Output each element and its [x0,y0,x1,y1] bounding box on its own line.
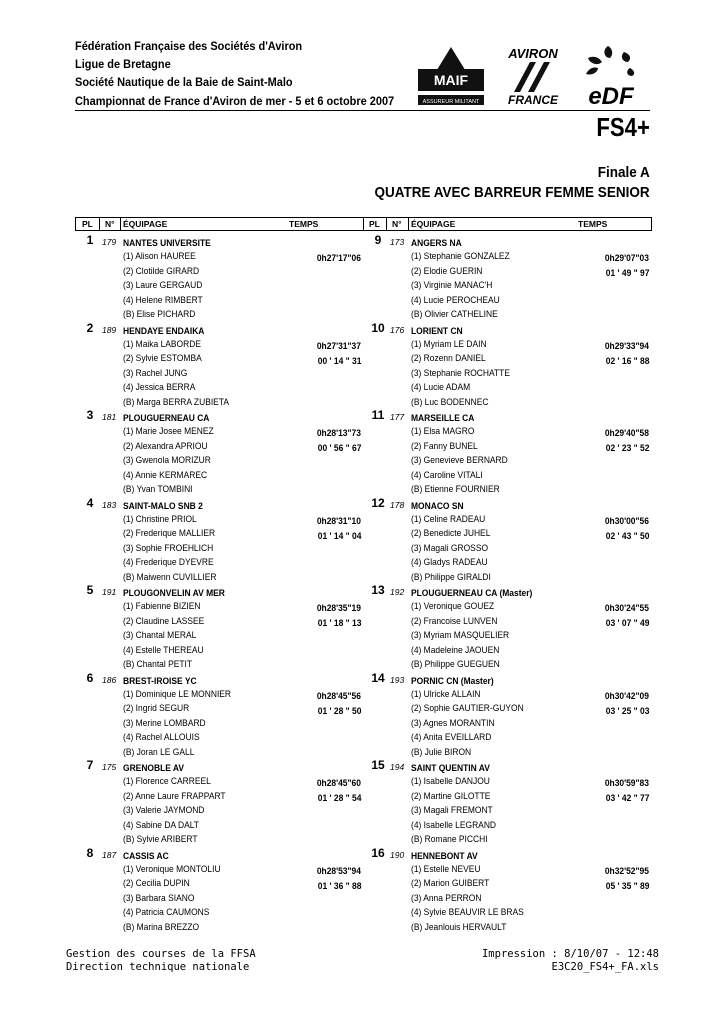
rower-name: (4) Rachel ALLOUIS [123,732,200,743]
bib-number: 177 [390,412,405,422]
club-name: BREST-IROISE YC [123,675,197,686]
rower-name: (B) Etienne FOURNIER [411,484,500,495]
rower-name: (1) Dominique LE MONNIER [123,688,232,699]
placing: 14 [371,670,385,685]
header-separator [386,218,387,230]
header-team: ÉQUIPAGE [411,219,456,229]
rower-name: (4) Frederique DYEVRE [123,557,214,568]
header-pl: PL [82,219,93,229]
rower-name: (B) Marga BERRA ZUBIETA [123,396,230,407]
footer-right [482,948,659,974]
time-gap: 02 ' 23 " 52 [605,443,649,453]
time-gap: 02 ' 43 " 50 [605,530,649,541]
rower-name: (4) Sylvie BEAUVIR LE BRAS [411,907,524,918]
rower-name: (3) Chantal MERAL [123,630,197,641]
rower-name: (2) Marion GUIBERT [411,878,490,889]
finish-time: 0h30'24"55 [604,603,649,613]
bib-number: 176 [390,324,405,335]
club-name: ANGERS NA [411,238,462,248]
rower-name: (1) Isabelle DANJOU [411,776,490,786]
rower-name: (2) Sylvie ESTOMBA [123,353,202,364]
time-gap: 03 ' 42 " 77 [605,793,649,803]
rower-name: (3) Agnes MORANTIN [411,717,495,728]
print-date: Impression : 8/10/07 - 12:48 [481,948,659,960]
rower-name: (B) Philippe GIRALDI [411,571,491,582]
finish-time: 0h28'31"10 [316,515,361,526]
finish-time: 0h29'40"58 [604,428,649,438]
finish-time: 0h27'31"37 [316,340,361,351]
result-entry [363,408,651,496]
footer-direction: Direction technique nationale [66,961,250,973]
results-column-right [363,233,651,933]
finish-time: 0h28'45"56 [316,690,361,701]
rower-name: (2) Elodie GUERIN [411,265,483,276]
finish-time: 0h28'35"19 [316,603,361,613]
result-entry [75,233,363,321]
rower-name: (3) Barbara SIANO [123,892,195,903]
rower-name: (1) Stephanie GONZALEZ [411,251,510,261]
rower-name: (B) Sylvie ARIBERT [123,834,198,845]
championship-title: Championnat de France d'Aviron de mer - 5 et 6 octobre 2007 [75,93,395,108]
rower-name: (4) Caroline VITALI [411,469,483,480]
result-entry [363,233,651,321]
rower-name: (2) Anne Laure FRAPPART [123,790,226,801]
league-name: Ligue de Bretagne [75,57,171,72]
result-entry [75,758,363,846]
aviron-text: AVIRON [508,46,558,61]
bib-number: 189 [102,324,117,335]
rower-name: (2) Ingrid SEGUR [123,703,190,714]
time-gap: 02 ' 16 " 88 [605,355,649,366]
rower-name: (1) Veronique GOUEZ [411,601,495,611]
club-name: NANTES UNIVERSITE [123,238,211,248]
rower-name: (2) Fanny BUNEL [411,440,478,451]
finish-time: 0h28'53"94 [316,865,361,876]
footer-left [66,948,256,974]
finish-time: 0h30'59"83 [604,778,649,788]
rower-name: (1) Florence CARREEL [123,776,211,786]
rower-name: (3) Valerie JAYMOND [123,805,205,816]
header-num: N° [105,219,115,229]
bib-number: 183 [102,499,117,510]
placing: 9 [374,233,382,247]
result-entry [363,846,651,934]
bib-number: 175 [102,762,117,772]
rower-name: (2) Cecilia DUPIN [123,878,190,889]
club-name: SAINT-MALO SNB 2 [123,500,203,511]
club-name: MARSEILLE CA [411,413,475,423]
header-time: TEMPS [578,219,608,229]
rower-name: (1) Ulricke ALLAIN [411,688,481,699]
rower-name: (3) Magali GROSSO [411,542,489,553]
result-entry [75,846,363,934]
rower-name: (1) Alison HAUREE [123,251,196,261]
rower-name: (4) Helene RIMBERT [123,294,203,305]
rower-name: (4) Estelle THEREAU [123,644,204,655]
rower-name: (3) Sophie FROEHLICH [123,542,214,553]
result-entry [363,496,651,584]
bib-number: 173 [390,237,405,247]
race-category-title: QUATRE AVEC BARREUR FEMME SENIOR [374,184,650,201]
rower-name: (4) Annie KERMAREC [123,469,208,480]
bib-number: 186 [102,674,117,685]
aviron-france-logo [500,44,566,106]
maif-logo [418,45,484,107]
rower-name: (2) Sophie GAUTIER-GUYON [411,703,524,714]
finish-time: 0h32'52"95 [604,865,649,876]
placing: 1 [86,233,94,247]
placing: 6 [86,670,94,685]
results-table-header [75,217,652,231]
rower-name: (B) Yvan TOMBINI [123,484,193,495]
organizer-header [75,37,394,110]
rower-name: (B) Romane PICCHI [411,834,488,845]
result-entry [75,583,363,671]
rower-name: (2) Claudine LASSEE [123,615,205,626]
header-separator [408,218,409,230]
rower-name: (3) Anna PERRON [411,892,482,903]
rower-name: (B) Chantal PETIT [123,659,193,670]
club-name: GRENOBLE AV [123,763,185,773]
finish-time: 0h29'33"94 [604,340,649,351]
france-text: FRANCE [508,93,558,106]
finish-time: 0h30'42"09 [604,690,649,701]
rower-name: (B) Philippe GUEGUEN [411,659,500,670]
rower-name: (4) Patricia CAUMONS [123,907,210,918]
placing: 2 [86,320,94,335]
bib-number: 187 [102,849,117,860]
club-name: LORIENT CN [411,325,463,336]
rower-name: (1) Christine PRIOL [123,513,197,524]
rower-name: (2) Francoise LUNVEN [411,615,498,626]
club-name: PLOUGONVELIN AV MER [123,588,225,598]
placing: 4 [86,495,94,510]
rower-name: (2) Rozenn DANIEL [411,353,486,364]
header-num: N° [392,219,402,229]
placing: 3 [86,408,94,422]
placing: 8 [86,845,94,860]
rower-name: (3) Gwenola MORIZUR [123,455,211,466]
rower-name: (4) Anita EVEILLARD [411,732,492,743]
rower-name: (B) Olivier CATHELINE [411,309,498,320]
header-separator [120,218,121,230]
club-name: SAINT QUENTIN AV [411,763,490,773]
edf-logo [578,42,644,108]
rower-name: (1) Elsa MAGRO [411,426,475,436]
finish-time: 0h28'13"73 [316,428,361,438]
rower-name: (4) Isabelle LEGRAND [411,819,497,830]
club-name: PORNIC CN (Master) [411,675,494,686]
rower-name: (1) Veronique MONTOLIU [123,863,221,874]
finish-time: 0h30'00"56 [604,515,649,526]
time-gap: 01 ' 28 " 50 [317,705,361,716]
placing: 15 [371,758,385,772]
rower-name: (B) Joran LE GALL [123,746,195,757]
header-pl: PL [369,219,380,229]
bib-number: 191 [102,587,117,597]
rower-name: (4) Sabine DA DALT [123,819,199,830]
maif-text: MAIF [433,72,469,88]
header-separator [363,218,364,230]
rower-name: (1) Fabienne BIZIEN [123,601,201,611]
bib-number: 181 [102,412,117,422]
rower-name: (2) Clotilde GIRARD [123,265,200,276]
finish-time: 0h27'17"06 [316,253,361,263]
time-gap: 01 ' 36 " 88 [317,880,361,891]
rower-name: (3) Myriam MASQUELIER [411,630,510,641]
result-entry [75,671,363,759]
time-gap: 01 ' 18 " 13 [317,618,361,628]
rower-name: (1) Maika LABORDE [123,338,201,349]
rower-name: (2) Frederique MALLIER [123,528,216,539]
rower-name: (B) Jeanlouis HERVAULT [411,921,507,932]
time-gap: 00 ' 56 " 67 [317,443,361,453]
rower-name: (2) Alexandra APRIOU [123,440,208,451]
time-gap: 03 ' 25 " 03 [605,705,649,716]
result-entry [363,321,651,409]
header-separator [99,218,100,230]
rower-name: (4) Jessica BERRA [123,382,196,393]
time-gap: 00 ' 14 " 31 [317,355,361,366]
rower-name: (B) Elise PICHARD [123,309,196,320]
placing: 5 [86,583,94,597]
club-organizer: Société Nautique de la Baie de Saint-Malo [75,75,293,90]
footer-management: Gestion des courses de la FFSA [66,948,256,960]
edf-text: eDF [588,83,634,108]
rower-name: (3) Virginie MANAC'H [411,280,493,291]
placing: 12 [371,495,385,510]
bib-number: 194 [390,762,405,772]
rower-name: (B) Maiwenn CUVILLIER [123,571,217,582]
bib-number: 178 [390,499,405,510]
club-name: PLOUGUERNEAU CA (Master) [411,588,533,598]
rower-name: (B) Julie BIRON [411,746,472,757]
rower-name: (3) Magali FREMONT [411,805,493,816]
result-entry [75,321,363,409]
rower-name: (4) Lucie PEROCHEAU [411,294,500,305]
time-gap: 01 ' 28 " 54 [317,793,361,803]
club-name: MONACO SN [411,500,464,511]
club-name: HENNEBONT AV [411,850,478,861]
result-entry [363,583,651,671]
file-name: E3C20_FS4+_FA.xls [551,961,659,973]
time-gap: 01 ' 14 " 04 [317,530,361,541]
placing: 11 [371,408,385,422]
result-entry [75,496,363,584]
rower-name: (3) Laure GERGAUD [123,280,203,291]
rower-name: (3) Merine LOMBARD [123,717,206,728]
rower-name: (3) Stephanie ROCHATTE [411,367,510,378]
finish-time: 0h29'07"03 [604,253,649,263]
time-gap: 01 ' 49 " 97 [605,268,649,278]
rower-name: (4) Lucie ADAM [411,382,471,393]
placing: 7 [86,758,94,772]
rower-name: (2) Martine GILOTTE [411,790,491,801]
header-team: ÉQUIPAGE [123,219,168,229]
rower-name: (1) Estelle NEVEU [411,863,481,874]
rower-name: (3) Genevieve BERNARD [411,455,508,466]
time-gap: 05 ' 35 " 89 [605,880,649,891]
placing: 13 [371,583,385,597]
club-name: HENDAYE ENDAIKA [123,325,205,336]
time-gap: 03 ' 07 " 49 [605,618,649,628]
rower-name: (4) Madeleine JAOUEN [411,644,500,655]
rower-name: (B) Luc BODENNEC [411,396,489,407]
placing: 16 [371,845,385,860]
rower-name: (1) Myriam LE DAIN [411,338,487,349]
placing: 10 [371,320,385,335]
rower-name: (1) Marie Josee MENEZ [123,426,214,436]
result-entry [363,671,651,759]
finish-time: 0h28'45"60 [316,778,361,788]
race-code: FS4+ [596,112,650,142]
rower-name: (4) Gladys RADEAU [411,557,488,568]
club-name: PLOUGUERNEAU CA [123,413,210,423]
bib-number: 193 [390,674,405,685]
header-time: TEMPS [289,219,319,229]
federation-name: Fédération Française des Sociétés d'Aviron [75,39,303,53]
header-divider [75,110,650,111]
maif-tagline: ASSUREUR MILITANT [422,99,480,105]
rower-name: (B) Marina BREZZO [123,921,200,932]
rower-name: (2) Benedicte JUHEL [411,528,491,539]
bib-number: 179 [102,237,117,247]
rower-name: (3) Rachel JUNG [123,367,188,378]
club-name: CASSIS AC [123,850,169,861]
result-entry [363,758,651,846]
result-entry [75,408,363,496]
rower-name: (1) Celine RADEAU [411,513,486,524]
results-column-left [75,233,363,933]
finale-label: Finale A [597,164,650,181]
bib-number: 190 [390,849,405,860]
bib-number: 192 [390,587,405,597]
